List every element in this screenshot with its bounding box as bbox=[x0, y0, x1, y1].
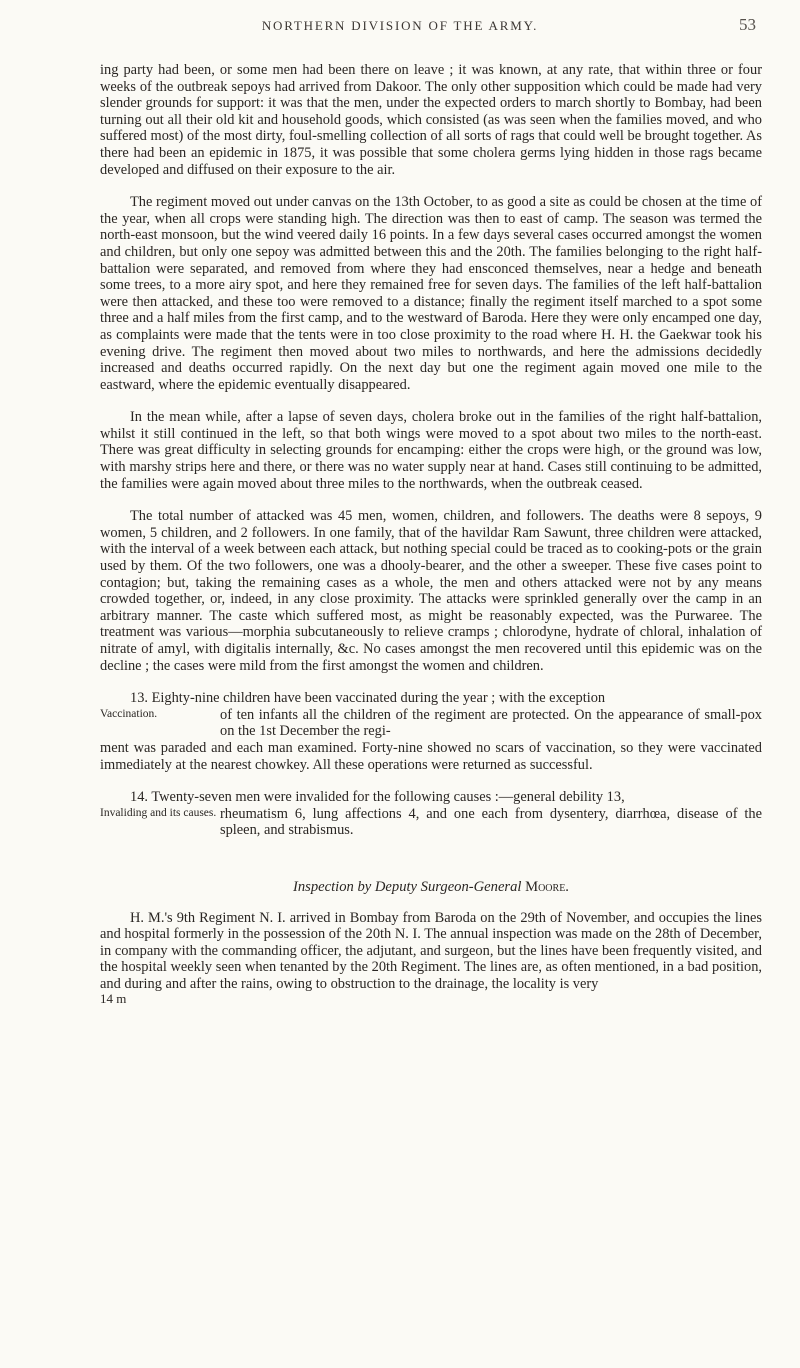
section-13-row bbox=[100, 707, 762, 740]
signature-mark: 14 m bbox=[100, 990, 127, 1006]
section-14-first-line: 14. Twenty-seven men were invalided for the following causes :—general debility 13, bbox=[130, 789, 625, 806]
section-13-indented-text: of ten infants all the children of the regiment are protected. On the appearance of small-pox on the 1st December the regi- bbox=[220, 706, 762, 740]
inspection-paragraph: H. M.'s 9th Regiment N. I. arrived in Bombay from Baroda on the 29th of November, and occupies the lines and hospital formerly in the possession of the 20th N. I. The annual inspection was made on the 28th of December, in company with the commanding officer, the adjutant, and surgeon, but the lines have been frequently visited, and the hospital weekly seen when tenanted by the 20th Regiment. The lines are, as often mentioned, in a bad position, and during and after the rains, owing to obstruction to the drainage, the locality is very bbox=[100, 909, 762, 992]
page-number: 53 bbox=[739, 15, 756, 34]
section-14-invaliding bbox=[100, 789, 762, 839]
side-note-vaccination: Vaccination. bbox=[100, 707, 158, 720]
section-14-row bbox=[100, 806, 762, 839]
section-14-indented-text: rheumatism 6, lung affections 4, and one each from dysentery, diarrhœa, disease of the spleen, and strabismus. bbox=[220, 805, 762, 839]
inspection-heading-prefix: Inspection by Deputy Surgeon-General bbox=[293, 878, 522, 895]
section-13-first-line: 13. Eighty-nine children have been vaccinated during the year ; with the exception bbox=[130, 690, 606, 707]
side-note-invaliding: Invaliding and its causes. bbox=[100, 806, 217, 819]
inspection-heading bbox=[100, 879, 762, 896]
paragraph-3: In the mean while, after a lapse of seven days, cholera broke out in the families of the right half-battalion, whilst it still continued in the left, so that both wings were moved to a spot about two miles to the north-east. There was great difficulty in selecting grounds for encamping: either the crops were high, or the ground was low, with marshy strips here and there, or there was no water supply near at hand. Cases still continuing to be admitted, the families were again moved about three miles to the northwards, when the outbreak ceased. bbox=[100, 409, 762, 492]
running-title: NORTHERN DIVISION OF THE ARMY. bbox=[261, 18, 539, 33]
paragraph-1: ing party had been, or some men had been there on leave ; it was known, at any rate, that within three or four weeks of the outbreak sepoys had arrived from Dakoor. The only other supposition which could be made had very slender grounds for support: it was that the men, under the expected orders to march shortly to Bombay, had been turning out all their old kit and household goods, which consisted (as was seen when the families moved, and who suffered most) of the most dirty, foul-smelling collection of all sorts of rags that could well be brought together. As there had been an epidemic in 1875, it was possible that some cholera germs lying hidden in those rags became developed and diffused on their exposure to the air. bbox=[100, 62, 762, 178]
section-13-continuation: ment was paraded and each man examined. Forty-nine showed no scars of vaccination, so they were vaccinated immediately at the nearest chowkey. All these operations were returned as successful. bbox=[100, 739, 762, 773]
paragraph-4: The total number of attacked was 45 men, women, children, and followers. The deaths were 8 sepoys, 9 women, 5 children, and 2 followers. In one family, that of the havildar Ram Sawunt, three children were attacked, with the interval of a week between each attack, but nothing special could be traced as to cooking-pots or the grain used by them. Of the two followers, one was a dhooly-bearer, and the other a sweeper. These five cases point to contagion; but, taking the remaining cases as a whole, the men and others attacked were not by any means crowded together, or, indeed, in any close proximity. The attacks were sprinkled generally over the camp in an arbitrary manner. The caste which suffered most, as might be reasonably expected, was the Purwaree. The treatment was various—morphia subcutaneously to relieve cramps ; chlorodyne, hydrate of chloral, inhalation of nitrate of amyl, with digitalis internally, &c. No cases amongst the men recovered until this epidemic was on the decline ; the cases were mild from the first amongst the women and children. bbox=[100, 508, 762, 674]
paragraph-2: The regiment moved out under canvas on the 13th October, to as good a site as could be chosen at the time of the year, when all crops were standing high. The direction was then to east of camp. The season was termed the north-east monsoon, but the wind veered daily 16 points. In a few days several cases occurred amongst the women and children, but only one sepoy was admitted between this and the 20th. The families belonging to the right half-battalion were separated, and removed from where they had ensconced themselves, near a hedge and beneath some trees, to a more airy spot, and here they remained free for seven days. The families of the left half-battalion were then attacked, and these too were removed to a distance; finally the regiment itself marched to a spot some three and a half miles from the first camp, and to the westward of Baroda. Here they were only encamped one day, as complaints were made that the tents were in too close proximity to the road where H. H. the Gaekwar took his evening drive. The regiment then moved about two miles to northwards, and here the admissions decidedly increased and deaths occurred rapidly. On the next day but one the regiment again moved one mile to the eastward, where the epidemic eventually disappeared. bbox=[100, 194, 762, 393]
running-head bbox=[0, 15, 800, 48]
inspection-heading-name: Moore. bbox=[525, 878, 569, 895]
body-text bbox=[100, 62, 762, 1007]
section-13-vaccination bbox=[100, 690, 762, 773]
